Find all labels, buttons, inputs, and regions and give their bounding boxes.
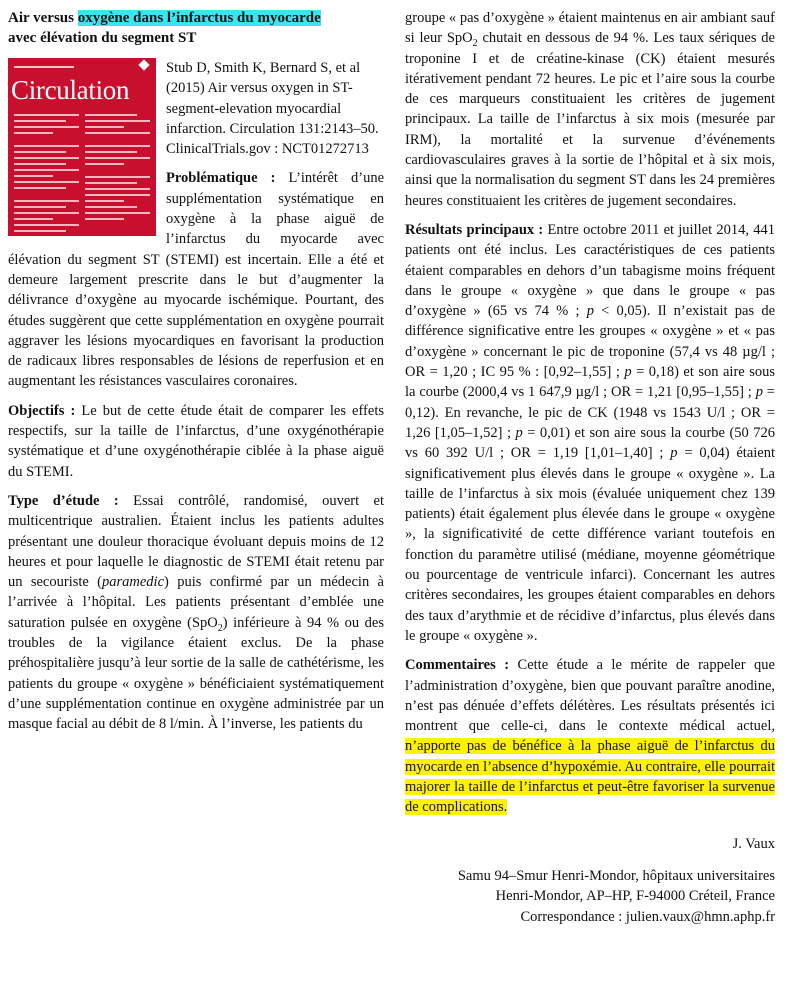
p-value-2: p [624,364,632,381]
article-title [8,8,384,48]
affiliation-line-2: Henri-Mondor, AP–HP, F-94000 Créteil, France [495,888,775,905]
type-etude-text-1: Essai contrôlé, randomisé, ouvert et multicentrique australien. Étaient inclus les patients adultes présentant une douleur thoracique évoluant depuis moins de 12 heures et pour laquelle le diagnostic de STEMI était retenu par un secouriste ( [8,492,384,591]
type-etude-paragraph [8,491,384,735]
p-value-1: p [586,303,594,320]
cover-masthead [14,62,150,72]
spo2-subscript-2: 2 [472,38,478,50]
title-suffix: avec élévation du segment ST [8,30,197,46]
p-value-4: p [515,424,523,441]
type-etude-continued [405,8,775,211]
objectifs-label: Objectifs : [8,402,76,419]
right-column [405,8,775,927]
type-etude-italic: paramedic [102,574,165,591]
cover-journal-logo: Circulation [11,75,130,105]
p-value-5: p [670,445,678,462]
resultats-text-4: = 0,12). En revanche, le pic de CK (1948 vs 1543 U/l ; OR = 1,26 [1,05–1,52] ; [405,384,775,441]
type-etude-label: Type d’étude : [8,492,119,509]
resultats-text-2: < 0,05). Il n’existait pas de différence significative entre les groupes « oxygène » et « pas d’oxygène » concernant le pic de troponine (57,4 vs 48 µg/l ; OR = 1,20 ; IC 95 % : [0,92–1,55] ; [405,303,775,381]
spo2-subscript: 2 [217,622,223,634]
resultats-text-1: Entre octobre 2011 et juillet 2014, 441 patients ont été inclus. Les caractéristiques de ces patients étaient comparables en dehors d’un tabagisme moins fréquent dans le groupe « oxygène » que dans le groupe « pas d’oxygène » (65 vs 74 % ; [405,221,775,320]
p-value-3: p [755,384,763,401]
type-etude-text-3: ) inférieure à 94 % ou des troubles de la vigilance étaient exclus. De la phase préhospitalière jusqu’à leur sortie de la salle de cathétérisme, les patients du groupe « oxygène » bénéficiaient systématiquement d’une supplémentation continue en oxygène administrée par un masque facial au débit de 8 l/min. À l’inverse, les patients du [8,614,384,733]
resultats-paragraph [405,220,775,646]
type-etude-text-3-continued: groupe « pas d’oxygène » étaient maintenus en air ambiant sauf si leur SpO [405,10,775,47]
objectifs-text: Le but de cette étude était de comparer les effets respectifs, sur la taille de l’infarctus, d’une oxygénothérapie systématique et d’une oxygénothérapie ciblée à la phase aiguë du STEMI. [8,402,384,480]
commentaires-text: Cette étude a le mérite de rappeler que l’administration d’oxygène, bien que pouvant paraître anodine, n’est pas dénuée d’effets délétères. Les résultats présentés ici montrent que celle-ci, dans le contexte médical actuel, [405,657,775,735]
commentaires-label: Commentaires : [405,657,510,674]
commentaires-highlight: n’apporte pas de bénéfice à la phase aiguë de l’infarctus du myocarde en l’absence d’hypoxémie. Au contraire, elle pourrait majorer la taille de l’infarctus et peut-être favoriser la survenue de complications. [405,738,775,816]
objectifs-paragraph [8,401,384,482]
resultats-label: Résultats principaux : [405,221,544,238]
resultats-text-6: = 0,04) étaient significativement plus élevés dans le groupe « oxygène ». La taille de l’infarctus à six mois (évaluée uniquement chez 139 patients) était également plus élevée dans le groupe « oxygène », la significativité de cette différence variant toutefois en fonction du paramètre utilisé (médiane, moyenne géométrique ou pourcentage de ventricule infarci). Concernant les autres critères secondaires, les groupes étaient comparables en dehors des taux d’arythmie et de récidive d’infarctus, plus élevés dans le groupe « oxygène ». [405,445,775,644]
type-etude-text-2: ) puis confirmé par un médecin à l’arrivée à l’hôpital. Les patients présentant d’emblée une saturation pulsée en oxygène (SpO [8,574,384,631]
resultats-text-3: = 0,18) et son aire sous la courbe (2000,4 vs 1 647,9 µg/l ; OR = 1,21 [0,95–1,55] ; [405,364,775,401]
affiliation-line-1: Samu 94–Smur Henri-Mondor, hôpitaux universitaires [457,867,775,884]
title-prefix: Air versus [8,10,78,26]
author-affiliation [405,866,775,928]
author-signature: J. Vaux [732,835,775,852]
title-highlight: oxygène dans l’infarctus du myocarde [77,10,321,26]
resultats-text-5: = 0,01) et son aire sous la courbe (50 726 vs 60 392 U/l ; OR = 1,19 [1,01–1,40] ; [405,424,776,462]
problematique-label: Problématique : [166,170,276,187]
commentaires-paragraph [405,655,775,817]
type-etude-text-4: chutait en dessous de 94 %. Les taux sériques de troponine I et de créatine-kinase (CK) étaient mesurés itérativement pendant 72 heures. Le pic et l’aire sous la courbe de ces marqueurs constituaient les critères de jugement principaux. La taille de l’infarctus à six mois (mesurée par IRM), la mortalité et la survenue d’événements cardiovasculaires graves à la sortie de l’hôpital et à six mois, ainsi que la normalisation du segment ST dans les 24 premières heures constituaient les critères de jugement secondaires. [405,30,775,209]
citation: Stub D, Smith K, Bernard S, et al (2015) Air versus oxygen in ST-segment-elevation myocardial infarction. Circulation 131:2143–50. ClinicalTrials.gov : NCT01272713 [166,60,379,158]
correspondence-line: Correspondance : julien.vaux@hmn.aphp.fr [520,908,775,925]
left-column [8,8,384,744]
journal-cover [8,58,156,236]
problematique-text: L’intérêt d’une supplémentation systématique en oxygène à la phase aiguë de l’infarctus du myocarde avec élévation du segment ST (STEMI) est incertain. Elle a été et demeure largement prescrite dans le but d’augmenter la délivrance d’oxygène au myocarde ischémique. Pourtant, des études suggèrent que cette supplémentation en oxygène pourrait aggraver les lésions myocardiques en favorisant la production de radicaux libres responsables de lésions de reperfusion et en augmentant les résistances vasculaires coronaires. [8,170,385,390]
cover-table-of-contents [14,114,150,228]
